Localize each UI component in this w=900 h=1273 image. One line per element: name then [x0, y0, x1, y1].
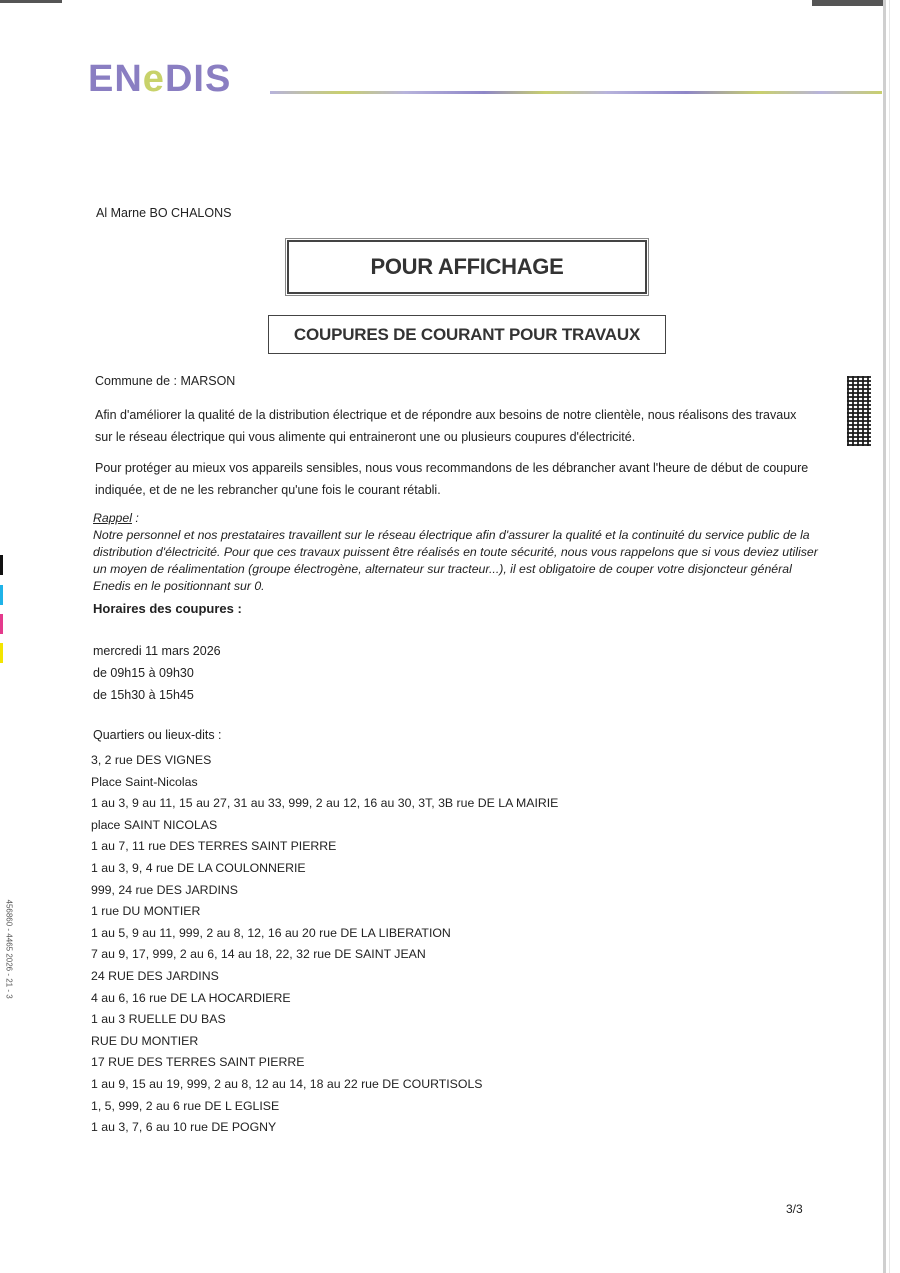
list-item: Place Saint-Nicolas	[91, 774, 198, 789]
logo-part-1: EN	[88, 58, 143, 100]
list-item: 1 rue DU MONTIER	[91, 904, 201, 919]
list-item: 999, 24 rue DES JARDINS	[91, 882, 238, 897]
logo-part-3: DIS	[164, 58, 232, 100]
schedule-heading: Horaires des coupures :	[93, 601, 242, 616]
print-mark-cyan	[0, 585, 3, 605]
list-item: RUE DU MONTIER	[91, 1033, 199, 1048]
rappel-colon: :	[131, 511, 139, 525]
list-item: 1 au 3, 7, 6 au 10 rue DE POGNY	[91, 1120, 277, 1135]
places-list	[91, 750, 558, 1139]
qr-code	[847, 376, 871, 446]
list-item: 17 RUE DES TERRES SAINT PIERRE	[91, 1055, 305, 1070]
list-item: 1 au 9, 15 au 19, 999, 2 au 8, 12 au 14, 18 au 22 rue DE COURTISOLS	[91, 1076, 483, 1091]
notice-subtitle: COUPURES DE COURANT POUR TRAVAUX	[293, 324, 641, 344]
notice-title: POUR AFFICHAGE	[370, 254, 564, 279]
page-number: 3/3	[786, 1202, 803, 1216]
side-reference-code: 456860 - 4465 2026 - 21 - 3	[4, 899, 14, 999]
print-mark-black	[0, 555, 3, 575]
list-item: 1 au 7, 11 rue DES TERRES SAINT PIERRE	[91, 839, 337, 854]
schedule-slot: de 09h15 à 09h30	[93, 666, 194, 680]
notice-title-box	[287, 240, 647, 294]
list-item: 1 au 3, 9, 4 rue DE LA COULONNERIE	[91, 860, 306, 875]
notice-subtitle-box	[268, 315, 666, 354]
commune-line: Commune de : MARSON	[95, 374, 236, 388]
scan-border-top-right	[812, 0, 886, 6]
header-divider	[270, 91, 882, 94]
list-item: 3, 2 rue DES VIGNES	[91, 753, 212, 767]
schedule-date: mercredi 11 mars 2026	[93, 644, 221, 658]
agency-name: Al Marne BO CHALONS	[96, 206, 232, 220]
list-item: 7 au 9, 17, 999, 2 au 6, 14 au 18, 22, 32 rue DE SAINT JEAN	[91, 947, 426, 962]
scan-border-top-left	[0, 0, 62, 3]
schedule-block	[93, 640, 221, 706]
list-item: 1 au 5, 9 au 11, 999, 2 au 8, 12, 16 au 20 rue DE LA LIBERATION	[91, 925, 451, 940]
list-item: 1 au 3 RUELLE DU BAS	[91, 1012, 226, 1027]
logo-part-2: e	[142, 58, 165, 100]
intro-paragraph: Afin d'améliorer la qualité de la distribution électrique et de répondre aux besoins de notre clientèle, nous réalisons des travaux sur le réseau électrique qui vous alimente qui entraineront une ou plusieurs coupures d'électricité.	[95, 408, 797, 444]
schedule-slot: de 15h30 à 15h45	[93, 688, 194, 702]
rappel-title: Rappel	[93, 511, 132, 525]
print-mark-magenta	[0, 614, 3, 634]
list-item: 24 RUE DES JARDINS	[91, 968, 219, 983]
list-item: 1, 5, 999, 2 au 6 rue DE L EGLISE	[91, 1098, 280, 1113]
list-item: place SAINT NICOLAS	[91, 817, 218, 832]
list-item: 4 au 6, 16 rue DE LA HOCARDIERE	[91, 990, 291, 1005]
enedis-logo	[88, 58, 260, 100]
scan-border-right-inner	[889, 0, 890, 1273]
rappel-text: Notre personnel et nos prestataires travaillent sur le réseau électrique afin d'assurer la qualité et la continuité du service public de la distribution d'électricité. Pour que ces travaux puissent être réalisés en toute sécurité, nous vous rappelons que si vous deviez utiliser un moyen de réalimentation (groupe électrogène, alternateur sur tracteur...), il est obligatoire de couper votre disjoncteur général Enedis en le positionnant sur 0.	[93, 528, 818, 593]
rappel-block	[93, 510, 823, 595]
advice-paragraph: Pour protéger au mieux vos appareils sensibles, nous vous recommandons de les débrancher avant l'heure de début de coupure indiquée, et de ne les rebrancher qu'une fois le courant rétabli.	[95, 461, 809, 497]
scan-border-right	[883, 0, 886, 1273]
list-item: 1 au 3, 9 au 11, 15 au 27, 31 au 33, 999, 2 au 12, 16 au 30, 3T, 3B rue DE LA MAIRIE	[91, 796, 559, 811]
places-heading: Quartiers ou lieux-dits :	[93, 728, 222, 742]
print-mark-yellow	[0, 643, 3, 663]
